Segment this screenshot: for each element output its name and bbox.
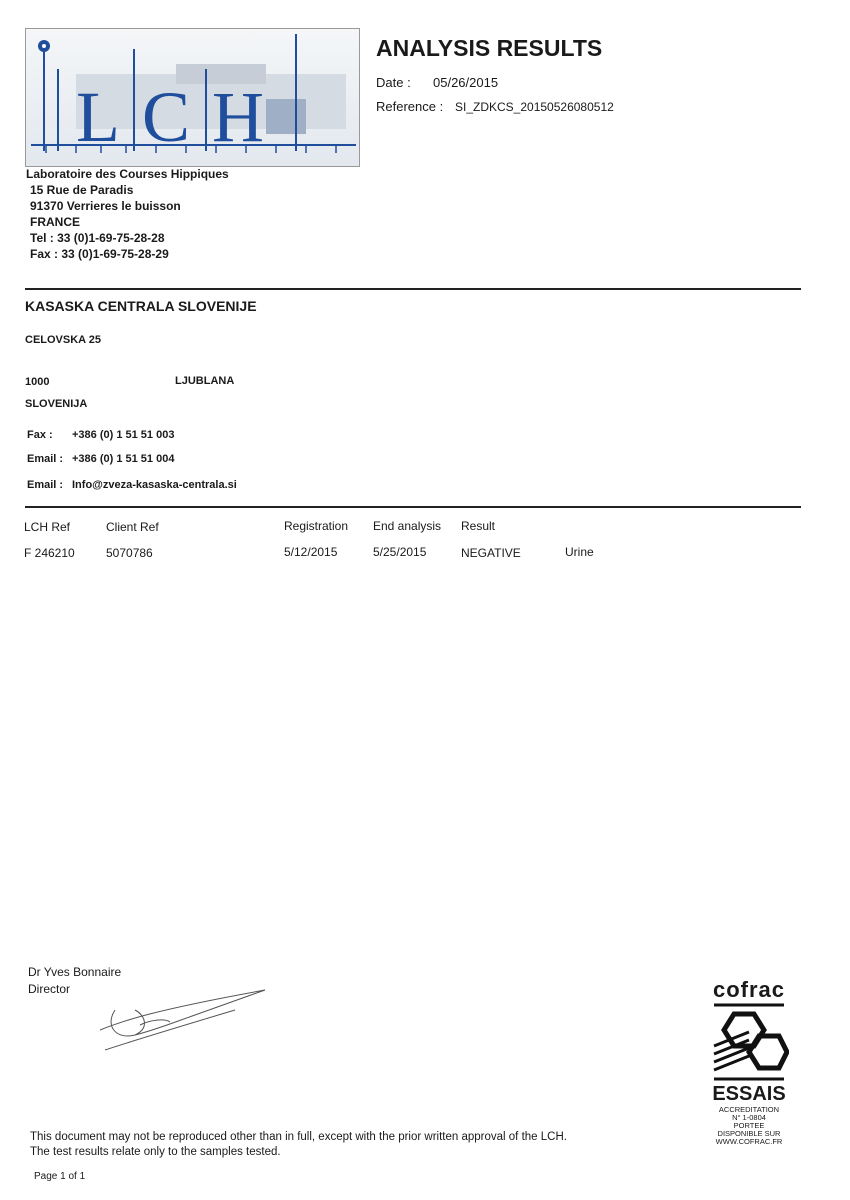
svg-text:LCH: LCH [76, 77, 286, 157]
date-value: 05/26/2015 [433, 75, 499, 90]
page-number: Page 1 of 1 [34, 1171, 86, 1182]
page-title: ANALYSIS RESULTS [376, 35, 603, 61]
cofrac-accreditation: ACCREDITATION [718, 1105, 780, 1114]
lch-logo-graphic [26, 29, 359, 166]
client-email1-value: +386 (0) 1 51 51 004 [72, 453, 175, 465]
date-label: Date : [376, 75, 411, 90]
header-result: Result [461, 519, 496, 533]
client-fax-value: +386 (0) 1 51 51 003 [72, 429, 175, 441]
signature [95, 980, 270, 1055]
footer-disclaimer-2: The test results relate only to the samples tested. [30, 1146, 281, 1158]
cell-result: NEGATIVE [461, 546, 521, 560]
lab-tel: Tel : 33 (0)1-69-75-28-28 [30, 231, 165, 245]
cell-client-ref: 5070786 [106, 546, 153, 560]
reference-label: Reference : [376, 99, 444, 114]
lch-logo [25, 28, 360, 167]
client-postcode: 1000 [25, 376, 50, 388]
client-name: KASASKA CENTRALA SLOVENIJE [25, 298, 257, 314]
header-client-ref: Client Ref [106, 520, 159, 534]
cofrac-portee: PORTEE [733, 1121, 765, 1130]
lab-fax: Fax : 33 (0)1-69-75-28-29 [30, 247, 169, 261]
reference-value: SI_ZDKCS_20150526080512 [455, 100, 614, 114]
lab-street: 15 Rue de Paradis [30, 183, 134, 197]
cell-lch-ref: F 246210 [24, 546, 75, 560]
cell-sample: Urine [565, 545, 594, 559]
signatory-title: Director [28, 982, 71, 996]
divider [25, 288, 801, 290]
lab-name: Laboratoire des Courses Hippiques [26, 167, 229, 181]
client-city: LJUBLANA [175, 375, 235, 387]
cofrac-number: N° 1-0804 [732, 1113, 766, 1122]
footer-disclaimer-1: This document may not be reproduced other than in full, except with the prior written approval of the LCH. [30, 1131, 567, 1143]
client-street: CELOVSKA 25 [25, 334, 102, 346]
header-end-analysis: End analysis [373, 519, 442, 533]
header-lch-ref: LCH Ref [24, 520, 71, 534]
cofrac-brand: cofrac [712, 977, 786, 1002]
lab-country: FRANCE [30, 215, 80, 229]
header-registration: Registration [284, 519, 349, 533]
client-fax-label: Fax : [27, 429, 53, 441]
cofrac-url: WWW.COFRAC.FR [715, 1137, 783, 1146]
cofrac-hexagon-graphic [709, 1002, 789, 1082]
cell-registration: 5/12/2015 [284, 545, 338, 559]
client-email2-value: Info@zveza-kasaska-centrala.si [72, 479, 237, 491]
signatory-name: Dr Yves Bonnaire [28, 965, 122, 979]
client-country: SLOVENIJA [25, 398, 88, 410]
cell-end-analysis: 5/25/2015 [373, 545, 427, 559]
cofrac-logo [700, 978, 798, 1146]
client-email2-label: Email : [27, 479, 64, 491]
client-email1-label: Email : [27, 453, 64, 465]
divider [25, 506, 801, 508]
cofrac-essais: ESSAIS [712, 1083, 786, 1105]
cofrac-disponible: DISPONIBLE SUR [717, 1129, 781, 1138]
lab-city: 91370 Verrieres le buisson [30, 199, 181, 213]
